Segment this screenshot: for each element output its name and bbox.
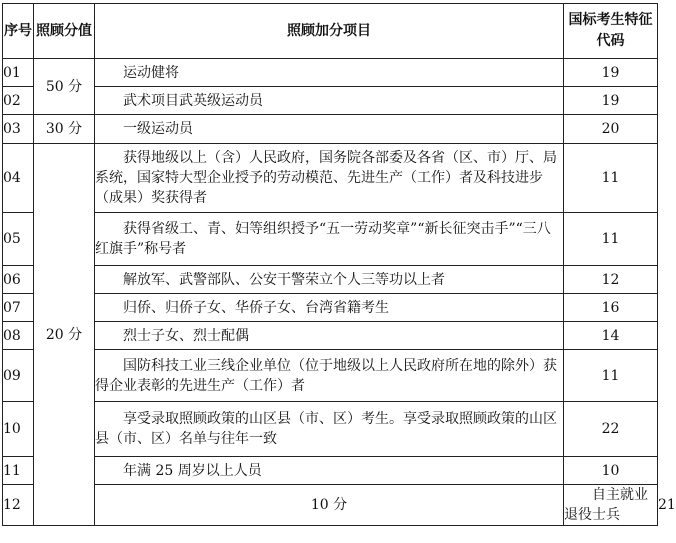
table-row bbox=[3, 87, 658, 115]
table-row: 12 10 分 自主就业退役士兵 21 bbox=[3, 485, 658, 526]
row-code: 14 bbox=[564, 322, 658, 350]
row-code: 10 bbox=[564, 457, 658, 485]
row-seq: 02 bbox=[3, 87, 34, 115]
table-row bbox=[3, 144, 658, 213]
bonus-points-table bbox=[2, 3, 676, 526]
row-item: 一级运动员 bbox=[95, 115, 564, 144]
row-seq: 06 bbox=[3, 266, 34, 294]
table-row bbox=[3, 266, 658, 294]
row-seq: 11 bbox=[3, 457, 34, 485]
header-score: 照顾分值 bbox=[34, 4, 95, 59]
table-row bbox=[3, 294, 658, 322]
table-row bbox=[3, 402, 658, 457]
row-item: 获得地级以上（含）人民政府，国务院各部委及各省（区、市）厅、局系统，国家特大型企业授予的劳动模范、先进生产（工作）者及科技进步（成果）奖获得者 bbox=[95, 144, 564, 213]
row-seq: 09 bbox=[3, 350, 34, 402]
row-item: 享受录取照顾政策的山区县（市、区）考生。享受录取照顾政策的山区县（市、区）名单与往年一致 bbox=[95, 402, 564, 457]
score-cell: 30 分 bbox=[34, 115, 95, 144]
row-item: 运动健将 bbox=[95, 59, 564, 87]
table-row bbox=[3, 115, 658, 144]
row-seq: 04 bbox=[3, 144, 34, 213]
row-item: 国防科技工业三线企业单位（位于地级以上人民政府所在地的除外）获得企业表彰的先进生产（工作）者 bbox=[95, 350, 564, 402]
row-seq: 03 bbox=[3, 115, 34, 144]
header-code: 国标考生特征代码 bbox=[564, 4, 658, 59]
row-code: 16 bbox=[564, 294, 658, 322]
row-seq: 10 bbox=[3, 402, 34, 457]
header-row bbox=[3, 4, 658, 59]
score-cell: 10 分 bbox=[95, 485, 564, 526]
row-code: 22 bbox=[564, 402, 658, 457]
row-seq: 05 bbox=[3, 213, 34, 266]
row-code: 19 bbox=[564, 59, 658, 87]
table-row bbox=[3, 213, 658, 266]
row-code: 12 bbox=[564, 266, 658, 294]
row-item: 烈士子女、烈士配偶 bbox=[95, 322, 564, 350]
row-seq: 07 bbox=[3, 294, 34, 322]
table-row bbox=[3, 350, 658, 402]
score-cell: 20 分 bbox=[34, 144, 95, 526]
header-item: 照顾加分项目 bbox=[95, 4, 564, 59]
row-code: 11 bbox=[564, 350, 658, 402]
row-item: 武术项目武英级运动员 bbox=[95, 87, 564, 115]
header-seq: 序号 bbox=[3, 4, 34, 59]
row-seq: 01 bbox=[3, 59, 34, 87]
row-seq: 08 bbox=[3, 322, 34, 350]
row-seq: 12 bbox=[3, 485, 34, 526]
row-item: 自主就业退役士兵 bbox=[564, 485, 658, 526]
row-code: 20 bbox=[564, 115, 658, 144]
row-item: 年满 25 周岁以上人员 bbox=[95, 457, 564, 485]
row-item: 获得省级工、青、妇等组织授予“五一劳动奖章”“新长征突击手”“三八红旗手”称号者 bbox=[95, 213, 564, 266]
table-row bbox=[3, 59, 658, 87]
row-item: 解放军、武警部队、公安干警荣立个人三等功以上者 bbox=[95, 266, 564, 294]
row-code: 11 bbox=[564, 213, 658, 266]
table-row bbox=[3, 322, 658, 350]
row-code: 19 bbox=[564, 87, 658, 115]
row-item: 归侨、归侨子女、华侨子女、台湾省籍考生 bbox=[95, 294, 564, 322]
row-code: 11 bbox=[564, 144, 658, 213]
score-cell: 50 分 bbox=[34, 59, 95, 115]
table-row bbox=[3, 457, 658, 485]
